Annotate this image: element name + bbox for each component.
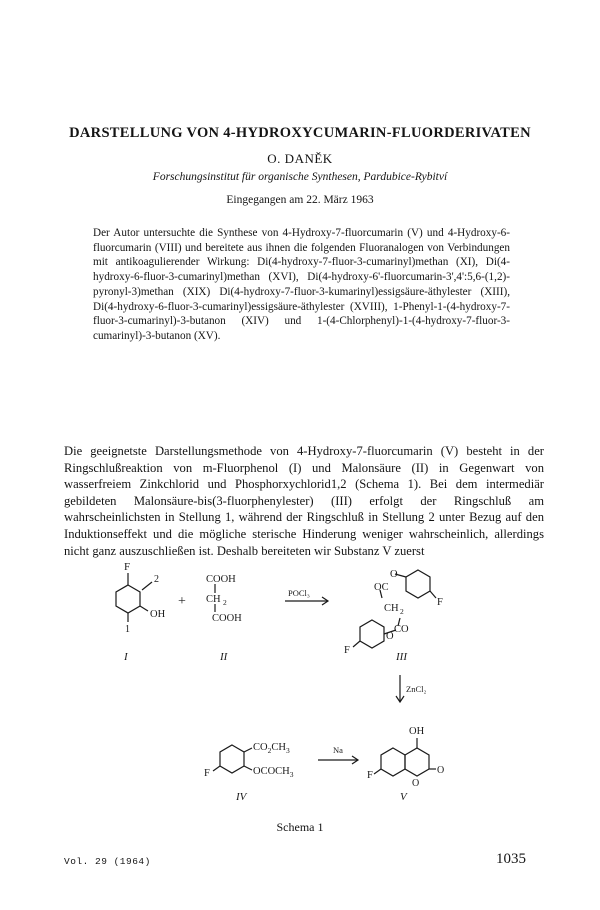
ring-compound-4 xyxy=(220,745,244,773)
label-CH-2: CH xyxy=(206,594,221,605)
footer-volume: Vol. 29 (1964) xyxy=(64,856,151,867)
label-CO2-ester xyxy=(253,742,290,755)
author-name: O. DANĚK xyxy=(267,151,333,166)
reagent-zncl2: ZnCl₂ xyxy=(406,684,427,694)
body-text xyxy=(64,443,544,559)
label-O-ring: O xyxy=(412,778,420,789)
label-CH-3-sub: 2 xyxy=(400,607,404,616)
label-CO2-sub3: 3 xyxy=(285,746,290,755)
label-OCOCH-sub3: 3 xyxy=(289,770,294,779)
label-OCOCH: OCOCH xyxy=(253,766,290,777)
abstract xyxy=(93,226,510,344)
plus-sign: + xyxy=(178,594,186,609)
affiliation: Forschungsinstitut für organische Synthesen, Pardubice-Rybitví xyxy=(152,171,448,183)
page-number: 1035 xyxy=(496,851,526,867)
label-position-2: 2 xyxy=(154,574,159,585)
label-CO2-CH: CH xyxy=(271,742,286,753)
arrow-pos2 xyxy=(142,582,152,590)
compound-label-1: I xyxy=(124,651,128,663)
label-OH-1: OH xyxy=(150,609,166,620)
label-OH-5: OH xyxy=(409,726,425,737)
compound-label-3: III xyxy=(396,651,407,663)
scheme-caption: Schema 1 xyxy=(276,820,324,834)
ring-compound-3b xyxy=(360,620,384,648)
reagent-na: Na xyxy=(333,745,343,755)
ring-compound-3a xyxy=(406,570,430,598)
label-F-5: F xyxy=(367,770,373,781)
label-O-carbonyl: O xyxy=(437,765,445,776)
label-F-3b: F xyxy=(344,645,350,656)
label-position-1: 1 xyxy=(125,624,130,635)
ring-compound-5a xyxy=(381,748,405,776)
label-CO2: CO xyxy=(253,742,268,753)
ring-compound-1 xyxy=(116,585,140,613)
article-title: DARSTELLUNG VON 4-HYDROXYCUMARIN-FLUORDERIVATEN xyxy=(69,125,531,141)
label-F-3a: F xyxy=(437,597,443,608)
compound-label-5: V xyxy=(400,791,407,803)
label-CO2-sub: 2 xyxy=(267,746,272,755)
label-O-top: O xyxy=(390,569,398,580)
label-OC: OC xyxy=(374,582,389,593)
label-F-4: F xyxy=(204,768,210,779)
compound-label-4: IV xyxy=(236,791,247,803)
reaction-scheme xyxy=(100,560,500,830)
body-paragraph: Die geeignetste Darstellungsmethode von 4-Hydroxy-7-fluorcumarin (V) besteht in der Ringschlußreaktion von m-Fluorphenol (I) und Malonsäure (II) in Gegenwart von wasserfreiem Zinkchlorid und Phosphorxychlorid1,2 (Schema 1). Bei dem intermediär gebildeten Malonsäure-bis(3-fluorphenylester) (III) erfolgt der Ringschluß am wahrscheinlichsten in Stellung 1, während der Ringschluß in Stellung 2 unter Bezug auf den Induktionseffekt und die mögliche sterische Hinderung weniger wahrscheinlich, allerdings nicht ganz auszuschließen ist. Deshalb bereiteten wir Substanz V zuerst xyxy=(64,444,544,558)
compound-label-2: II xyxy=(220,651,228,663)
ring-compound-5b xyxy=(405,748,429,776)
label-CO: CO xyxy=(394,624,409,635)
reagent-pocl3: POCl₃ xyxy=(288,588,310,598)
label-F-1: F xyxy=(124,561,131,573)
label-CH-sub: 2 xyxy=(223,598,227,607)
label-O-bottom: O xyxy=(386,631,394,642)
abstract-text: Der Autor untersuchte die Synthese von 4-Hydroxy-7-fluorcumarin (V) und 4-Hydroxy-6-fluorcumarin (VIII) und bereitete aus ihnen die folgenden Fluoranalogen von Verbindungen mit antikoagulierender Wirkung: Di(4-hydroxy-7-fluor-3-cumarinyl)methan (XI), Di(4-hydroxy-6-fluor-3-cumarinyl)methan (XVI), Di(4-hydroxy-6'-fluorcumarin-3',4':5,6-(1,2)-pyronyl-3)methan (XIX) Di(4-hydroxy-7-fluor-3-kumarinyl)essigsäure-äthylester (XIII), Di(4-hydroxy-6-fluor-3-cumarinyl)essigsäure-äthylester (XVIII), 1-Phenyl-1-(4-hydroxy-7-fluor-3-cumarinyl)-3-butanon (XIV) und 1-(4-Chlorphenyl)-1-(4-hydroxy-7-fluor-3-cumarinyl)-3-butanon (XV). xyxy=(93,227,510,342)
label-OCOCH3 xyxy=(253,766,294,779)
label-CH-3: CH xyxy=(384,603,399,614)
received-date: Eingegangen am 22. März 1963 xyxy=(226,194,374,206)
label-COOH-top: COOH xyxy=(206,574,236,585)
label-COOH-bottom: COOH xyxy=(212,613,242,624)
